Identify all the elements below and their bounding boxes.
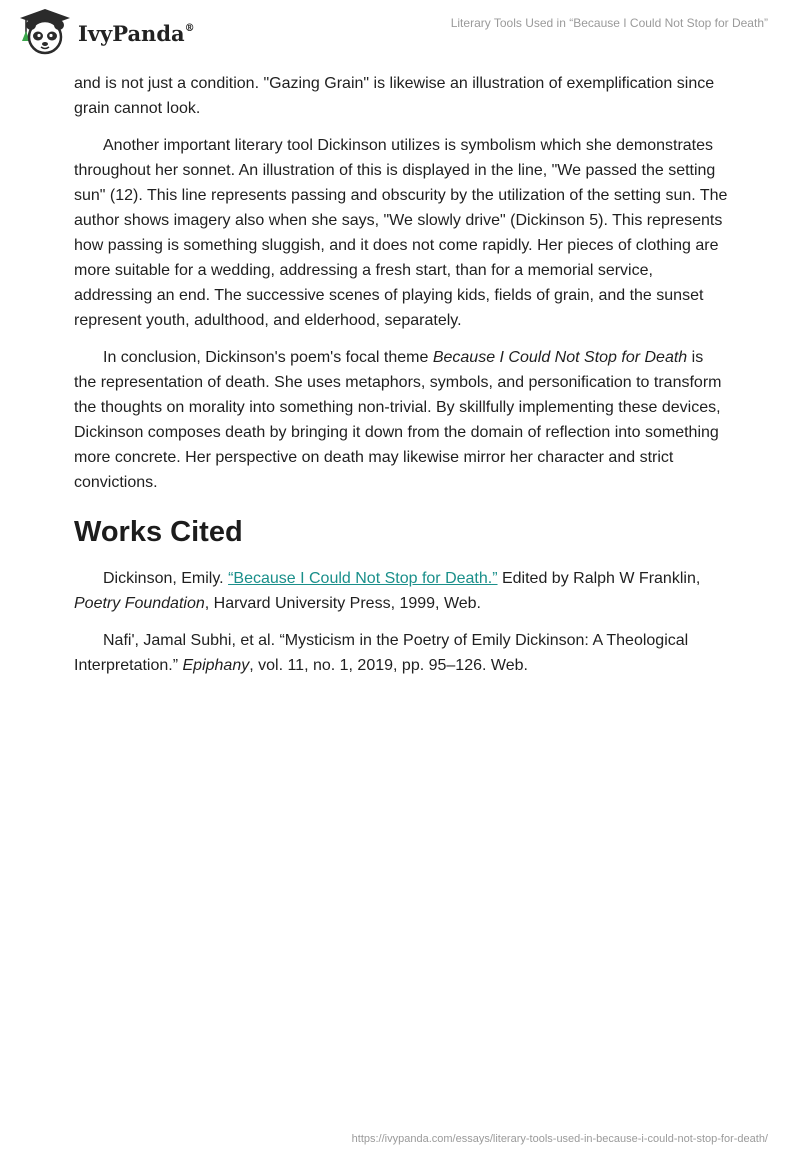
- source-url: https://ivypanda.com/essays/literary-tools-used-in-because-i-could-not-stop-for-death/: [351, 1133, 768, 1145]
- citation-dickinson: Dickinson, Emily. “Because I Could Not Stop for Death.” Edited by Ralph W Franklin, Poetry Foundation, Harvard University Press, 1999, Web.: [74, 570, 701, 612]
- paragraph-symbolism: Another important literary tool Dickinson utilizes is symbolism which she demonstrates throughout her sonnet. An illustration of this is displayed in the line, "We passed the setting sun" (12). This line represents passing and obscurity by the utilization of the setting sun. The author shows imagery also when she says, "We slowly drive" (Dickinson 5). This represents how passing is something sluggish, and it does not come rapidly. Her pieces of clothing are more suitable for a wedding, addressing a fresh start, than for a memorial service, addressing an end. The successive scenes of playing kids, fields of grain, and the sunset represent youth, adulthood, and elderhood, separately.: [74, 137, 728, 329]
- paragraph-conclusion: In conclusion, Dickinson's poem's focal theme Because I Could Not Stop for Death is the representation of death. She uses metaphors, symbols, and personification to transform the thoughts on morality into something non-trivial. By skillfully implementing these devices, Dickinson composes death by bringing it down from the domain of reflection into something more concrete. Her perspective on death may likewise mirror her character and strict convictions.: [74, 349, 722, 491]
- paragraph-continuation: and is not just a condition. "Gazing Grain" is likewise an illustration of exemplification since grain cannot look.: [74, 75, 715, 117]
- document-title: Literary Tools Used in “Because I Could Not Stop for Death”: [450, 16, 768, 30]
- brand-name: IvyPanda®: [78, 20, 195, 46]
- citation-link[interactable]: “Because I Could Not Stop for Death.”: [228, 570, 498, 587]
- page-header: [0, 0, 800, 66]
- citation-nafi: Nafi', Jamal Subhi, et al. “Mysticism in the Poetry of Emily Dickinson: A Theological Interpretation.” Epiphany, vol. 11, no. 1, 2019, pp. 95–126. Web.: [74, 632, 689, 674]
- essay-content: [74, 71, 728, 690]
- ivypanda-logo[interactable]: [16, 8, 195, 56]
- poem-title: Because I Could Not Stop for Death: [432, 349, 688, 366]
- panda-graduate-icon: [16, 7, 74, 57]
- works-cited-heading: Works Cited: [74, 516, 243, 548]
